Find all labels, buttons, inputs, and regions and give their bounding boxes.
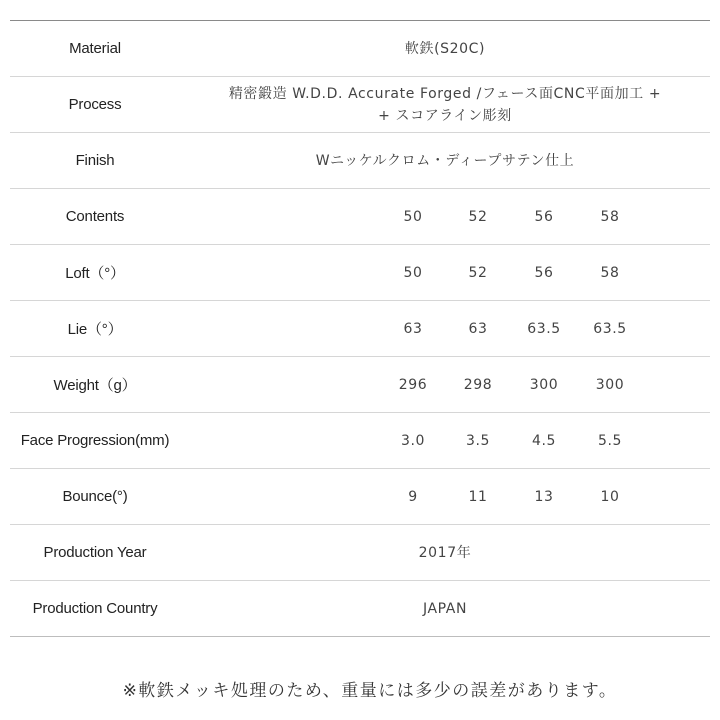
- spec-cell: 56: [534, 264, 554, 281]
- spec-row-face-progression: [10, 413, 710, 469]
- spec-cell: 298: [463, 376, 493, 393]
- spec-row-bounce: [10, 469, 710, 525]
- spec-cell: 58: [600, 208, 620, 225]
- spec-label: Material: [69, 40, 121, 57]
- spec-table: [10, 20, 710, 637]
- spec-values: [180, 413, 710, 468]
- process-line-2: + スコアライン彫刻: [378, 107, 512, 124]
- spec-row-production-country: [10, 581, 710, 637]
- spec-cell: 56: [534, 208, 554, 225]
- spec-row-weight: [10, 357, 710, 413]
- spec-cell: 63.5: [593, 320, 627, 337]
- spec-value: 軟鉄(S20C): [404, 40, 486, 57]
- spec-cell: 50: [403, 208, 423, 225]
- spec-label: Lie（°）: [67, 321, 123, 338]
- spec-cell: 9: [408, 488, 418, 505]
- spec-row-material: [10, 21, 710, 77]
- spec-value: 2017年: [418, 544, 472, 561]
- spec-value: JAPAN: [422, 600, 468, 617]
- weight-tolerance-note: ※軟鉄メッキ処理のため、重量には多少の誤差があります。: [122, 681, 618, 701]
- spec-cell: 13: [534, 488, 554, 505]
- spec-label: Production Year: [43, 544, 147, 561]
- spec-cell: 5.5: [597, 432, 623, 449]
- spec-values: [180, 357, 710, 412]
- spec-cell: 3.0: [400, 432, 426, 449]
- spec-cell: 296: [398, 376, 428, 393]
- spec-label: Bounce(°): [62, 488, 128, 505]
- process-line-1: 精密鍛造 W.D.D. Accurate Forged /フェース面CNC平面加工 +: [228, 85, 662, 102]
- spec-cell: 3.5: [465, 432, 491, 449]
- spec-cell: 300: [529, 376, 559, 393]
- spec-label: Finish: [75, 152, 115, 169]
- spec-row-contents: [10, 189, 710, 245]
- spec-cell: 10: [600, 488, 620, 505]
- spec-values: [180, 301, 710, 356]
- spec-cell: 52: [468, 264, 488, 281]
- spec-cell: 300: [595, 376, 625, 393]
- spec-label: Face Progression(mm): [20, 432, 170, 449]
- spec-values: [180, 189, 710, 244]
- spec-row-loft: [10, 245, 710, 301]
- spec-row-lie: [10, 301, 710, 357]
- spec-label: Process: [68, 96, 122, 113]
- spec-cell: 58: [600, 264, 620, 281]
- spec-cell: 50: [403, 264, 423, 281]
- spec-cell: 11: [468, 488, 488, 505]
- spec-values: [180, 469, 710, 524]
- spec-value: Wニッケルクロム・ディープサテン仕上: [315, 152, 575, 169]
- spec-label: Loft（°）: [65, 265, 125, 282]
- spec-row-finish: [10, 133, 710, 189]
- spec-label: Production Country: [32, 600, 158, 617]
- spec-values: [180, 245, 710, 300]
- spec-cell: 4.5: [531, 432, 557, 449]
- spec-row-production-year: [10, 525, 710, 581]
- spec-label: Weight（g）: [53, 377, 137, 394]
- spec-row-process: [10, 77, 710, 133]
- spec-label: Contents: [65, 208, 125, 225]
- spec-value: [180, 83, 710, 127]
- spec-cell: 63: [468, 320, 488, 337]
- spec-cell: 63.5: [527, 320, 561, 337]
- spec-cell: 52: [468, 208, 488, 225]
- spec-cell: 63: [403, 320, 423, 337]
